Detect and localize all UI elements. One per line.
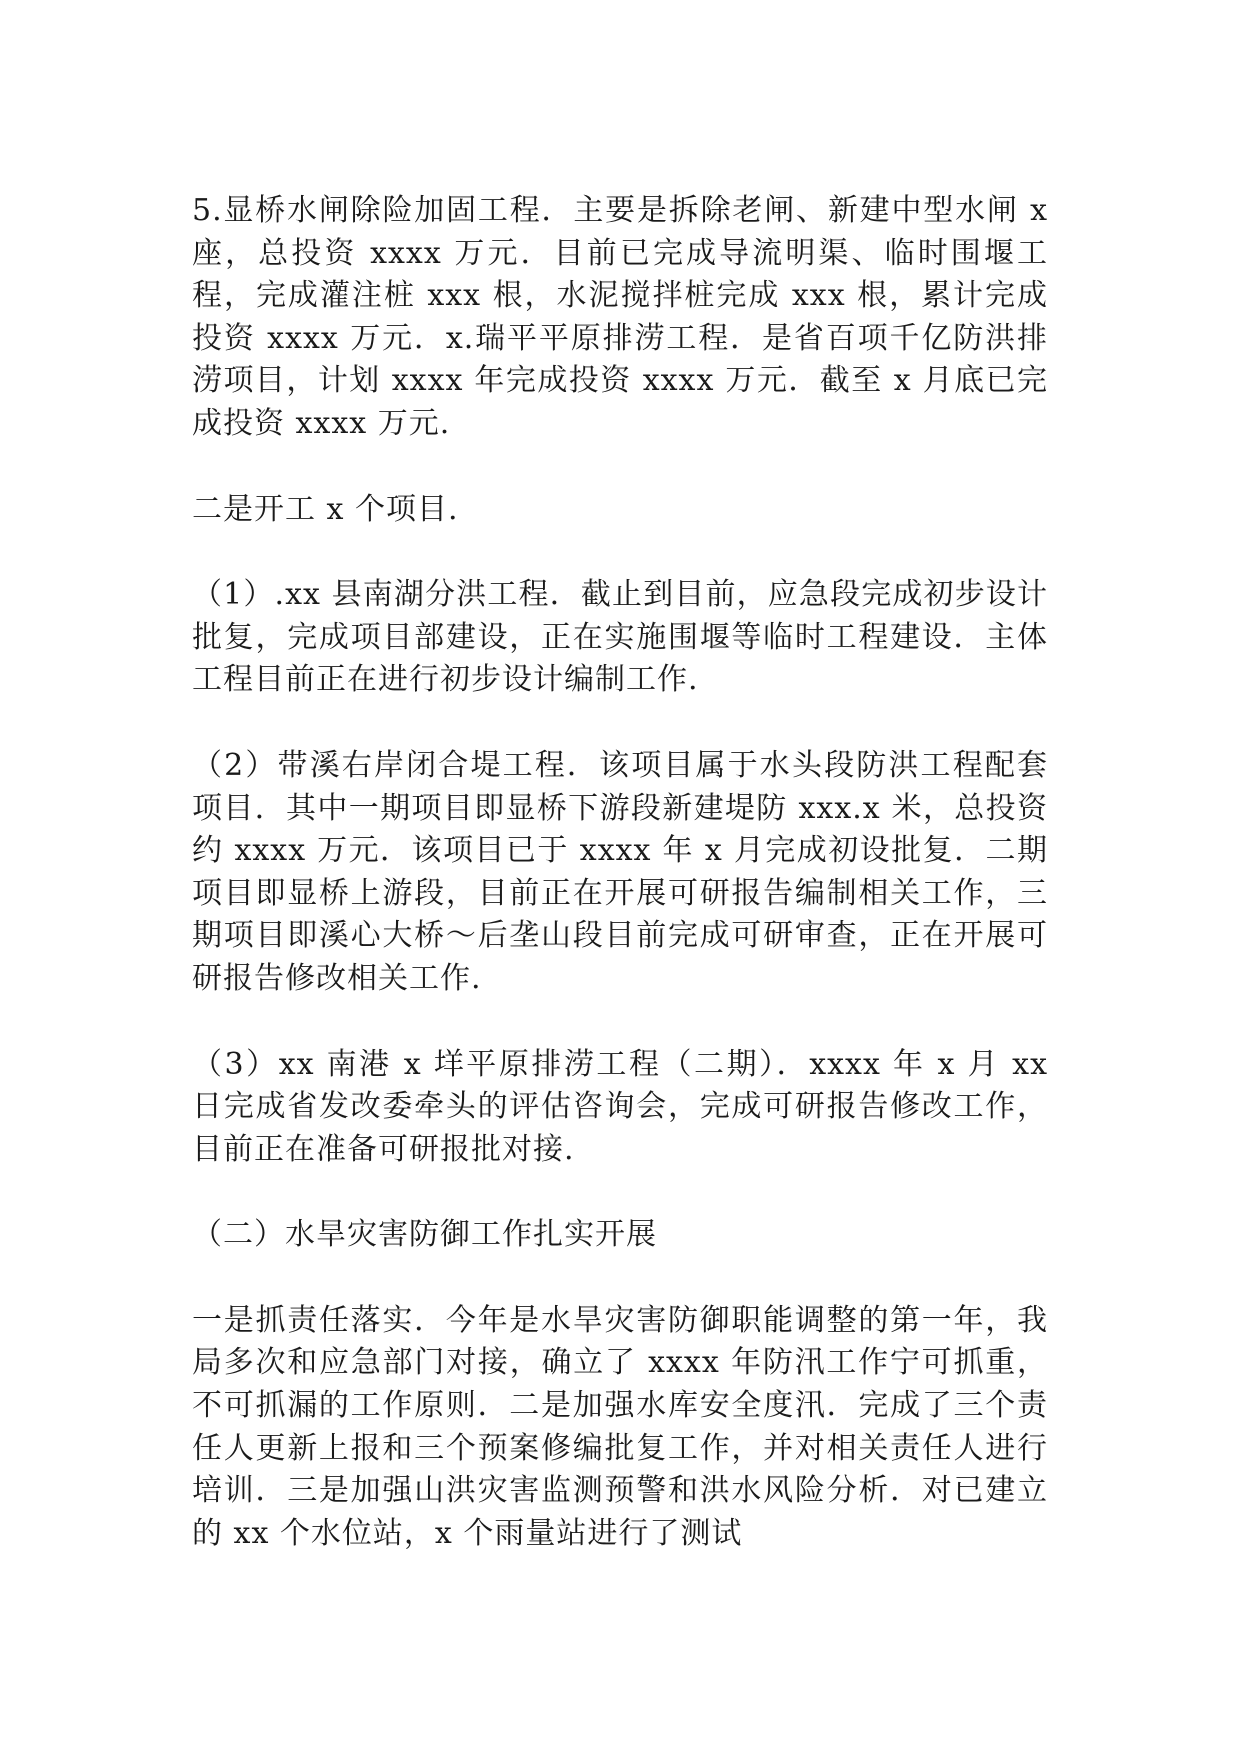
- paragraph-item-1: （1）.xx 县南湖分洪工程．截止到目前，应急段完成初步设计批复，完成项目部建设，正在实施围堰等临时工程建设．主体工程目前正在进行初步设计编制工作.: [192, 577, 1048, 698]
- section-heading: （二）水旱灾害防御工作扎实开展: [192, 1217, 657, 1253]
- paragraph-project-5: 5.显桥水闸除险加固工程．主要是拆除老闸、新建中型水闸 x 座，总投资 xxxx 万元．目前已完成导流明渠、临时围堰工程，完成灌注桩 xxx 根，水泥搅拌桩完成 xxx 根，累计完成投资 xxxx 万元．x.瑞平平原排涝工程．是省百项千亿防洪排涝项目，计划 xxxx 年完成投资 xxxx 万元．截至 x 月底已完成投资 xxxx 万元.: [192, 193, 1048, 441]
- paragraph-item-2: （2）带溪右岸闭合堤工程．该项目属于水头段防洪工程配套项目．其中一期项目即显桥下游段新建堤防 xxx.x 米，总投资约 xxxx 万元．该项目已于 xxxx 年 x 月完成初设批复．二期项目即显桥上游段，目前正在开展可研报告编制相关工作，三期项目即溪心大桥～后垄山段目前完成可研审查，正在开展可研报告修改相关工作.: [192, 747, 1048, 996]
- paragraph-responsibility: 一是抓责任落实．今年是水旱灾害防御职能调整的第一年，我局多次和应急部门对接，确立了 xxxx 年防汛工作宁可抓重，不可抓漏的工作原则．二是加强水库安全度汛．完成了三个责任人更新上报和三个预案修编批复工作，并对相关责任人进行培训．三是加强山洪灾害监测预警和洪水风险分析．对已建立的 xx 个水位站，x 个雨量站进行了测试: [192, 1302, 1048, 1551]
- paragraph-started-projects: 二是开工 x 个项目.: [192, 491, 459, 527]
- paragraph-item-3: （3）xx 南港 x 垟平原排涝工程（二期）．xxxx 年 x 月 xx 日完成省发改委牵头的评估咨询会，完成可研报告修改工作，目前正在准备可研报批对接.: [192, 1046, 1048, 1167]
- document-page: [192, 190, 1048, 1598]
